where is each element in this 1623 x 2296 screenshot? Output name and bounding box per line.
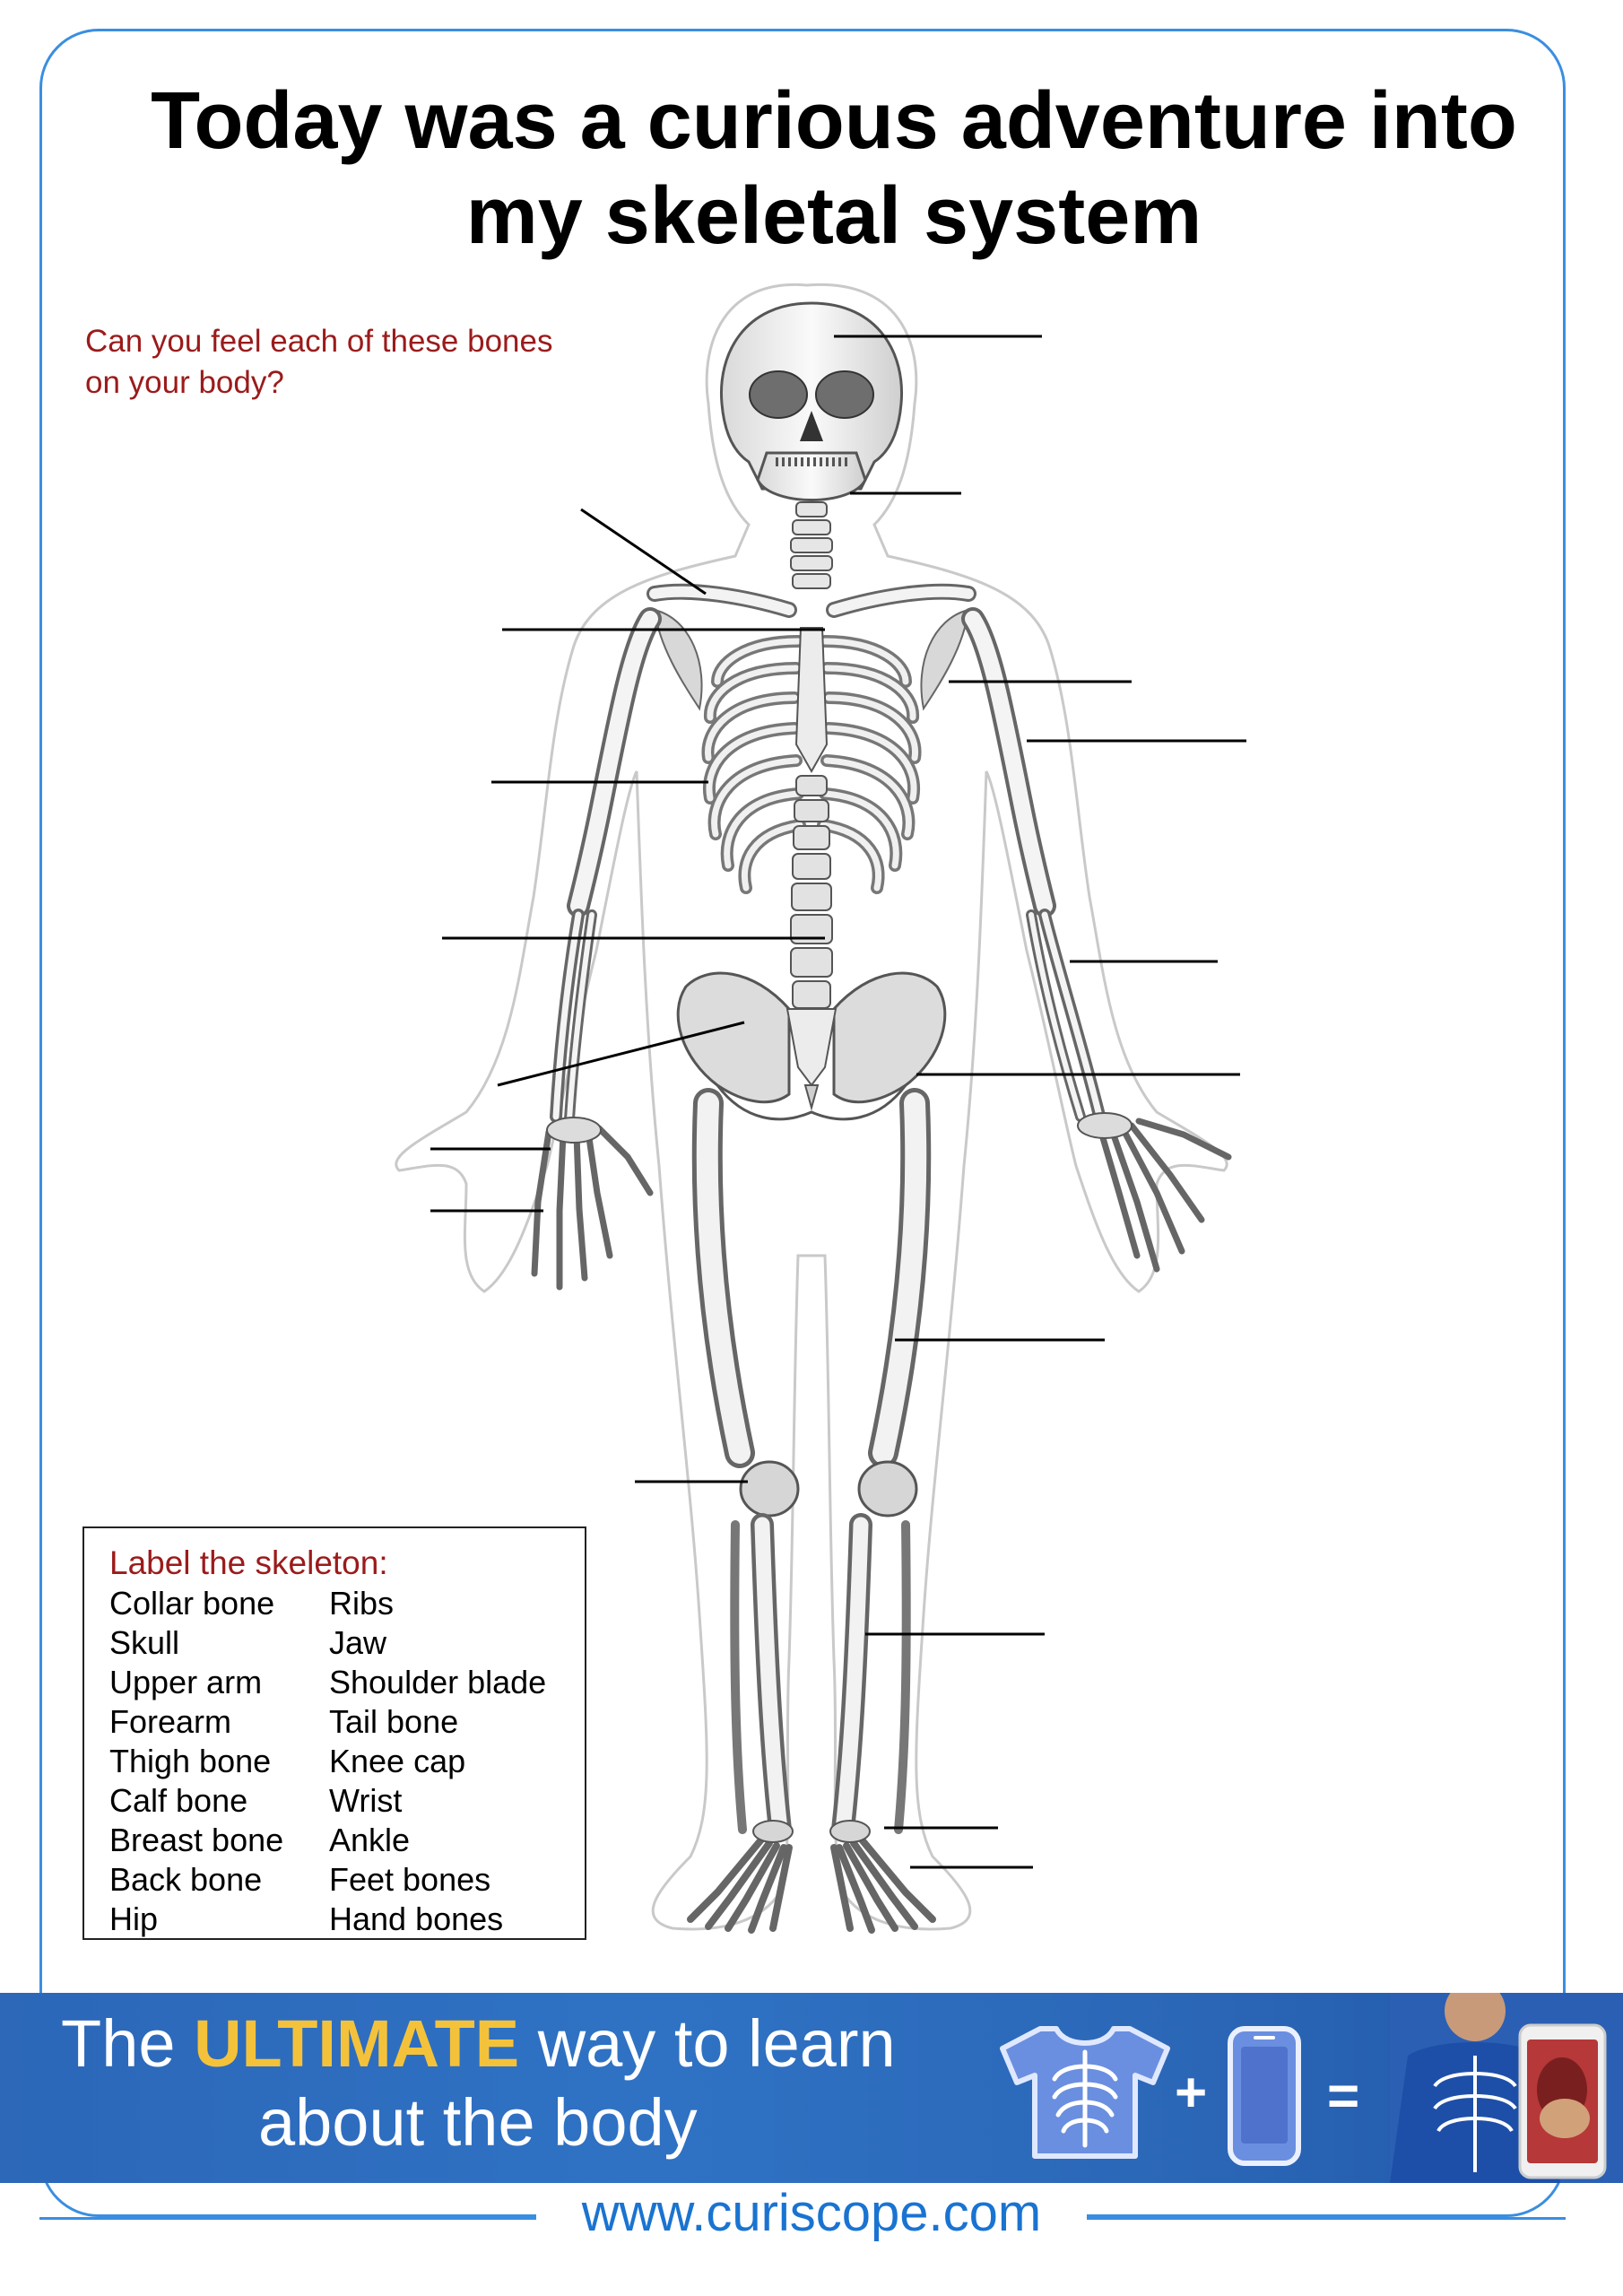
word-bank-title: Label the skeleton: [109, 1544, 388, 1581]
left-hand-bones [534, 1128, 650, 1287]
word-bank-item: Thigh bone [109, 1743, 272, 1779]
breast-bone [796, 628, 827, 771]
word-bank-item: Back bone [109, 1861, 263, 1898]
child-wearing-tshirt-photo [1390, 1993, 1623, 2183]
title-line-1: Today was a curious adventure into [151, 76, 1517, 166]
word-bank-item: Jaw [329, 1624, 387, 1661]
word-bank-item: Tail bone [329, 1703, 459, 1740]
left-thigh-bone-fill [707, 1103, 740, 1453]
left-ankle [753, 1821, 793, 1842]
word-bank-item: Shoulder blade [329, 1664, 547, 1700]
word-bank-item: Wrist [329, 1782, 403, 1819]
word-bank-column-2 [329, 1584, 546, 1939]
word-bank-item: Knee cap [329, 1743, 466, 1779]
tail-bone [805, 1085, 818, 1108]
word-bank-item: Ribs [329, 1585, 395, 1622]
right-thigh-bone-fill [883, 1103, 916, 1453]
word-bank-item: Breast bone [109, 1822, 284, 1858]
word-bank-item: Hip [109, 1900, 159, 1937]
banner-text-before: The [61, 2006, 176, 2081]
word-bank-column-1 [109, 1584, 283, 1939]
word-bank-item: Feet bones [329, 1861, 491, 1898]
left-hip-bone [678, 973, 789, 1102]
word-bank-item: Skull [109, 1624, 180, 1661]
word-bank-item: Forearm [109, 1703, 232, 1740]
right-calf-bone-2 [898, 1525, 907, 1830]
banner-text-after: way to learn [537, 2006, 896, 2081]
word-bank-item: Hand bones [329, 1900, 504, 1937]
right-feet-bones [834, 1839, 933, 1930]
title-line-2: my skeletal system [465, 171, 1202, 261]
jaw-shape [758, 453, 865, 500]
prompt-line-2: on your body? [85, 365, 284, 400]
equals-sign: = [1327, 2066, 1360, 2127]
banner-highlight: ULTIMATE [194, 2006, 520, 2081]
right-eye-socket [816, 371, 873, 418]
left-wrist [547, 1118, 601, 1143]
right-knee-cap [859, 1462, 916, 1516]
right-hip-bone [834, 973, 945, 1102]
promo-banner[interactable] [0, 1993, 1623, 2183]
spine [791, 776, 832, 1008]
banner-icons [986, 1993, 1623, 2183]
left-shoulder-blade [655, 610, 702, 709]
left-feet-bones [690, 1839, 789, 1930]
neck-vertebrae [791, 502, 832, 588]
left-eye-socket [750, 371, 807, 418]
banner-headline [61, 2005, 896, 2082]
plus-sign: + [1175, 2062, 1208, 2124]
smartphone-icon [1230, 2029, 1298, 2163]
banner-subline: about the body [258, 2085, 698, 2160]
sacrum [787, 1009, 836, 1085]
left-knee-cap [741, 1462, 798, 1516]
footer-rule-left [39, 2217, 542, 2220]
right-wrist [1078, 1113, 1132, 1138]
word-bank [82, 1526, 586, 1940]
right-shoulder-blade [921, 610, 968, 709]
word-bank-item: Calf bone [109, 1782, 248, 1819]
right-ankle [830, 1821, 870, 1842]
tshirt-skeleton-icon [1002, 2029, 1167, 2156]
prompt-line-1: Can you feel each of these bones [85, 324, 553, 359]
left-calf-bone-2 [734, 1525, 742, 1830]
footer-rule-right [1081, 2217, 1566, 2220]
word-bank-item: Ankle [329, 1822, 411, 1858]
word-bank-item: Upper arm [109, 1664, 263, 1700]
word-bank-item: Collar bone [109, 1585, 275, 1622]
footer-website-link[interactable]: www.curiscope.com [536, 2183, 1087, 2243]
